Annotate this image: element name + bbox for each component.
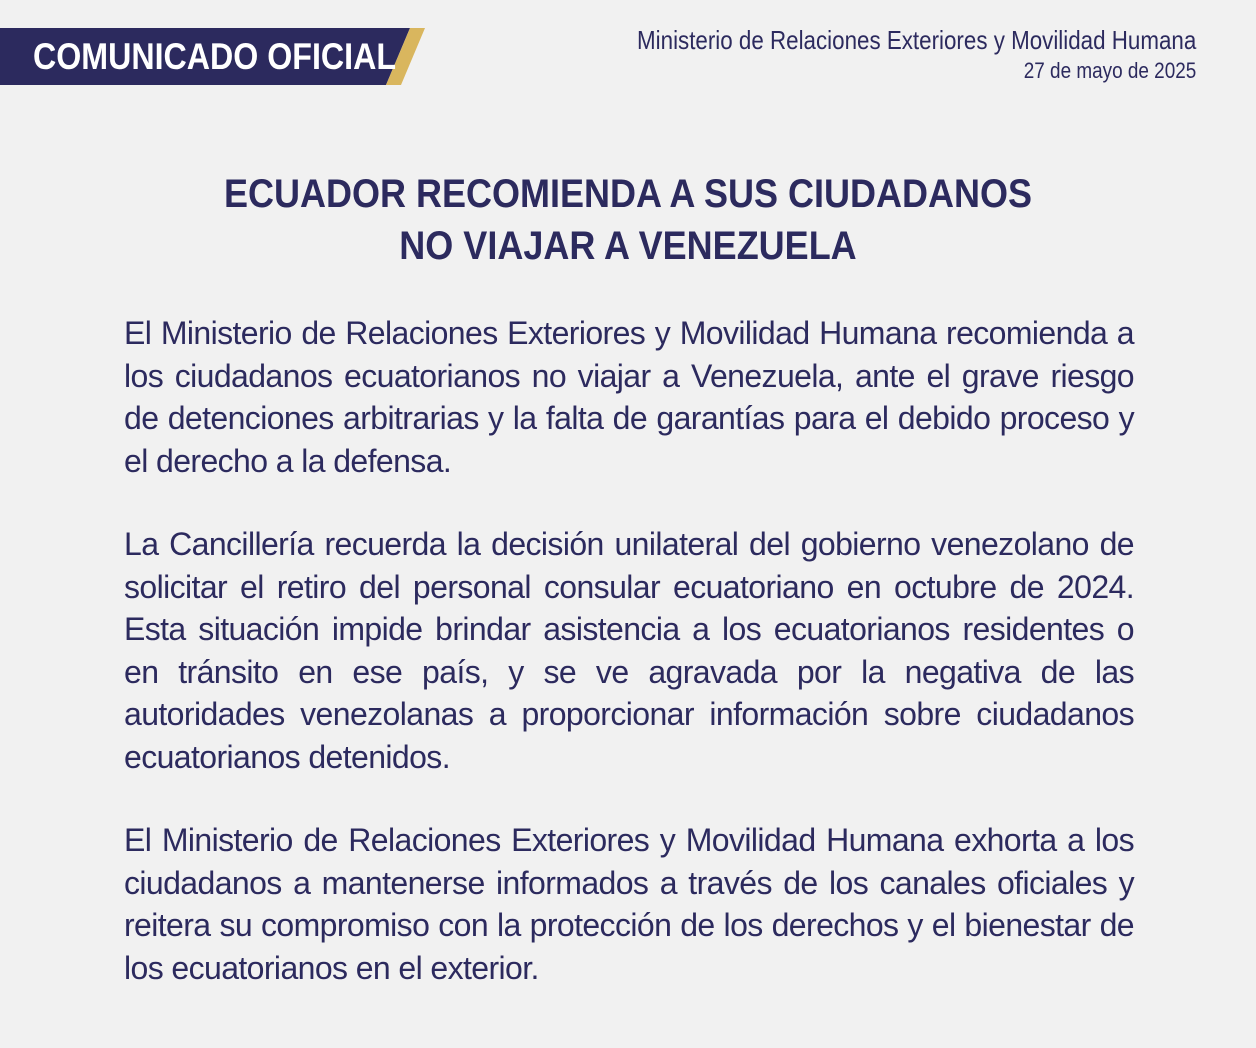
paragraph-1: El Ministerio de Relaciones Exteriores y Movilidad Humana recomienda a los ciudadanos ecuatorianos no viajar a Venezuela, ante el grave riesgo de detenciones arbitrarias y la falta de garantías para el debido proceso y el derecho a la defensa. bbox=[124, 315, 1134, 479]
publication-date: 27 de mayo de 2025 bbox=[1023, 58, 1196, 83]
page-title bbox=[0, 168, 1256, 272]
paragraph-3: El Ministerio de Relaciones Exteriores y Movilidad Humana exhorta a los ciudadanos a mantenerse informados a través de los canales oficiales y reitera su compromiso con la protección de los derechos y el bienestar de los ecuatorianos en el exterior. bbox=[124, 822, 1134, 986]
ministry-name: Ministerio de Relaciones Exteriores y Movilidad Humana bbox=[636, 25, 1196, 55]
header-meta bbox=[546, 24, 1196, 86]
title-line-2: NO VIAJAR A VENEZUELA bbox=[399, 224, 857, 268]
badge-label: COMUNICADO OFICIAL bbox=[33, 36, 397, 77]
paragraph-2: La Cancillería recuerda la decisión unilateral del gobierno venezolano de solicitar el retiro del personal consular ecuatoriano en octubre de 2024. Esta situación impide brindar asistencia a los ecuatorianos residentes o en tránsito en ese país, y se ve agravada por la negativa de las autoridades venezolanas a proporcionar información sobre ciudadanos ecuatorianos detenidos. bbox=[124, 526, 1134, 775]
comunicado-badge bbox=[0, 28, 425, 85]
title-line-1: ECUADOR RECOMIENDA A SUS CIUDADANOS bbox=[223, 172, 1033, 216]
statement-body bbox=[124, 312, 1134, 989]
